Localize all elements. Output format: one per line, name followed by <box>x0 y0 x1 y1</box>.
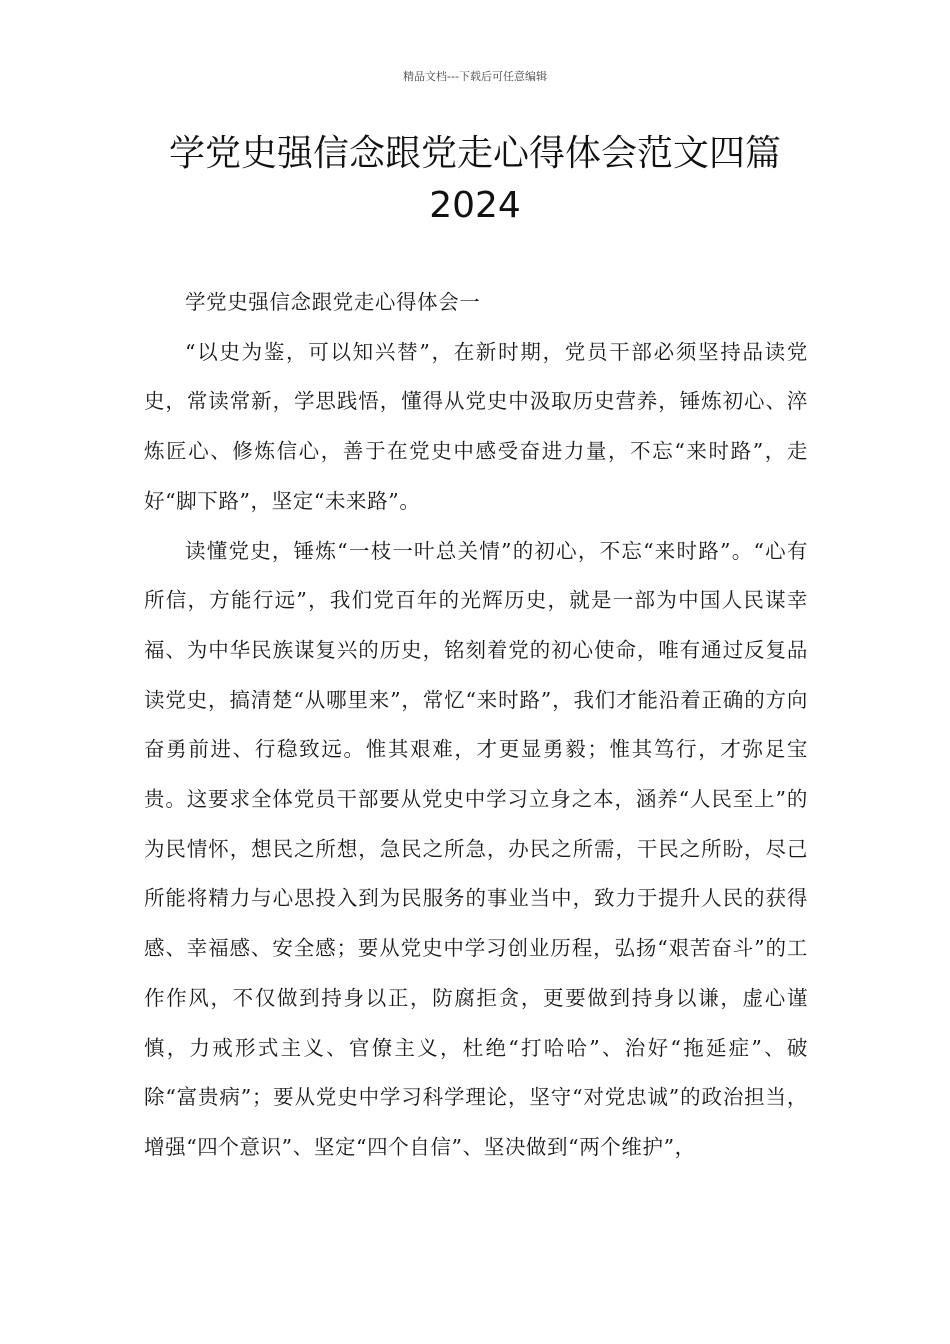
document-title <box>60 128 890 232</box>
paragraph: “以史为鉴，可以知兴替”，在新时期，党员干部必须坚持品读党史，常读常新，学思践悟，懂得从党史中汲取历史营养，锤炼初心、淬炼匠心、修炼信心，善于在党史中感受奋进力量，不忘“来时路”，走好“脚下路”，坚定“未来路”。 <box>144 339 808 513</box>
paragraph: 读懂党史，锤炼“一枝一叶总关情”的初心，不忘“来时路”。“心有所信，方能行远”，我们党百年的光辉历史，就是一部为中国人民谋幸福、为中华民族谋复兴的历史，铭刻着党的初心使命，唯有通过反复品读党史，搞清楚“从哪里来”，常忆“来时路”，我们才能沿着正确的方向奋勇前进、行稳致远。惟其艰难，才更显勇毅；惟其笃行，才弥足宝贵。这要求全体党员干部要从党史中学习立身之本，涵养“人民至上”的为民情怀，想民之所想，急民之所急，办民之所需，干民之所盼，尽己所能将精力与心思投入到为民服务的事业当中，致力于提升人民的获得感、幸福感、安全感；要从党史中学习创业历程，弘扬“艰苦奋斗”的工作作风，不仅做到持身以正，防腐拒贪，更要做到持身以谦，虚心谨慎，力戒形式主义、官僚主义，杜绝“打哈哈”、治好“拖延症”、破除“富贵病”；要从党史中学习科学理论，坚守“对党忠诚”的政治担当，增强“四个意识”、坚定“四个自信”、坚决做到“两个维护”， <box>144 538 808 1159</box>
section-heading: 学党史强信念跟党走心得体会一 <box>185 290 481 314</box>
body-text <box>144 278 808 1173</box>
header-note: 精品文档---下载后可任意编辑 <box>403 70 547 83</box>
title-line-1: 学党史强信念跟党走心得体会范文四篇 <box>168 133 781 174</box>
title-line-2: 2024 <box>429 185 521 226</box>
